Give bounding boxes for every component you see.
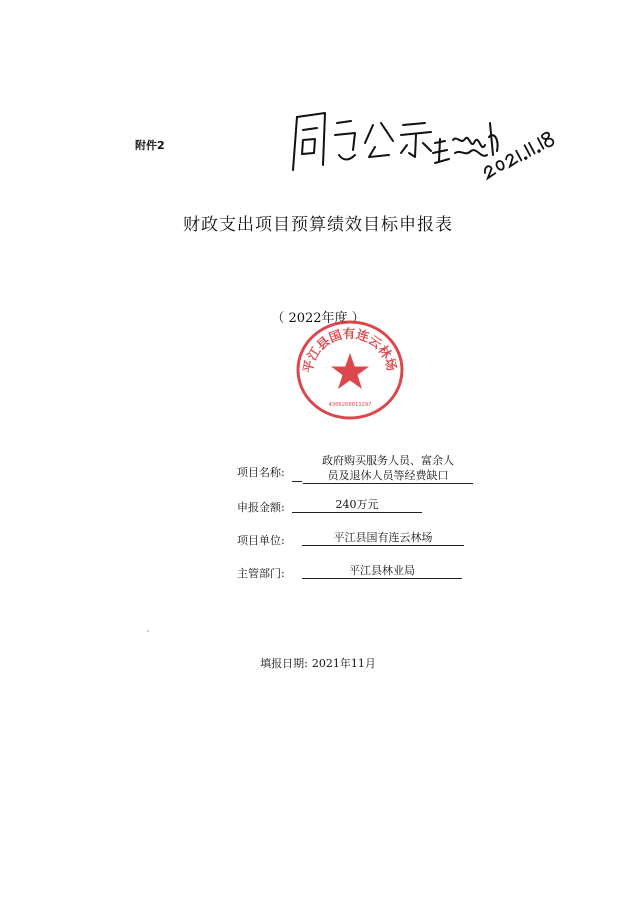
handwritten-signature [285, 95, 565, 185]
project-name-line1: 政府购买服务人员、富余人 [322, 454, 454, 467]
svg-text:平江县国有连云林场: 平江县国有连云林场 [299, 325, 400, 375]
project-name-underline-lead [292, 481, 302, 482]
fill-date-label: 填报日期: [260, 657, 308, 670]
project-name-line2: 员及退休人员等经费缺口 [303, 468, 473, 484]
scan-speck [147, 630, 149, 632]
project-unit-label: 项目单位: [237, 534, 285, 547]
project-name-value [303, 453, 473, 484]
project-unit-value: 平江县国有连云林场 [302, 531, 464, 546]
attachment-label: 附件2 [135, 139, 165, 152]
fill-date [0, 655, 636, 671]
project-name-label: 项目名称: [237, 466, 285, 479]
amount-label: 申报金额: [237, 501, 285, 514]
amount-value: 240万元 [292, 498, 422, 513]
report-year: （ 2022年度 ） [271, 311, 365, 326]
fill-date-value: 2021年11月 [311, 657, 376, 670]
official-seal [292, 318, 408, 422]
svg-text:4306260011297: 4306260011297 [328, 402, 372, 408]
document-title: 财政支出项目预算绩效目标申报表 [183, 215, 453, 235]
department-label: 主管部门: [237, 567, 285, 580]
department-value: 平江县林业局 [302, 564, 462, 579]
